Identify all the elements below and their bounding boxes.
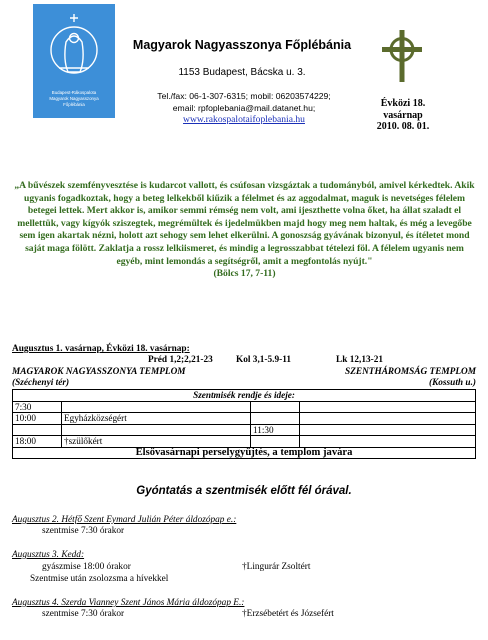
logo-text-line: Budapest-Rákospalota	[51, 90, 97, 95]
quote-text: „A bűvészek szemfényvesztése is kudarcot vallott, és csúfosan vizsgáztak a tudományból, amivel kérkedtek. Akik ugyanis fogadkoztak, hogy a beteg lelkekből kiűzik a félelmet és az aggodalmat, maguk is nevetséges félelem betegei lettek. Mert akkor is, amikor semmi rémség nem volt, ami ijeszthette volna őket, ha állat szaladt el mellettük, vagy kígyók sziszegtek, megrémültek és ijedelmükben majd hogy meg nem haltak, és még a levegőbe sem igen akartak nézni, holott azt sehogy sem lehet elkerülni. A gonoszság gyávának bizonyul, és ítéletet mond saját maga fölött. Zaklatja a rossz lelkiismeret, és mindig a legrosszabbat tételezi föl. A félelem ugyanis nem egyéb, mint lemondás a segítségről, amit a megfontolás nyújt."	[14, 180, 475, 267]
table-row	[13, 413, 476, 425]
church-sub-row	[12, 378, 476, 388]
church-left: MAGYAROK NAGYASSZONYA TEMPLOM	[12, 367, 186, 377]
schedule-title: Szentmisék rendje és ideje:	[13, 390, 476, 402]
day-heading: Augusztus 4. Szerda Vianney Szent János Mária áldozópap E.:	[12, 598, 245, 608]
mass-intent	[300, 436, 476, 448]
parish-address: 1153 Budapest, Bácska u. 3.	[178, 67, 306, 78]
mass-intent: †szülőkért	[62, 436, 251, 448]
website-link[interactable]: www.rakospalotaifoplebania.hu	[183, 114, 305, 125]
mass-schedule-table	[12, 389, 476, 459]
reading-ref: 1,2;2,21-23	[169, 355, 213, 365]
logo-text-line: Magyarok Nagyasszonya	[49, 96, 99, 101]
day-heading: Augusztus 2. Hétfő Szent Eymard Julián Péter áldozópap e.:	[12, 515, 237, 525]
reading-book: Kol	[236, 355, 251, 365]
parish-logo	[33, 4, 115, 118]
cross-icon	[380, 30, 424, 82]
day-line-text: gyászmise 18:00 órakor	[42, 562, 131, 572]
mass-intent	[62, 424, 251, 436]
sunday-date: 2010. 08. 01.	[376, 121, 430, 132]
mass-intent	[300, 401, 476, 413]
sunday-line: Évközi 18.	[380, 98, 426, 109]
reading-ref: 12,13-21	[349, 355, 384, 365]
day-line-intent: †Lingurár Zsoltért	[242, 562, 311, 572]
day-line: Szentmise után zsolozsma a hívekkel	[30, 574, 169, 584]
contact-block	[124, 90, 364, 126]
church-row	[12, 367, 476, 377]
mass-time: 18:00	[13, 436, 62, 448]
email-line: email: rpfoplebania@mail.datanet.hu;	[172, 103, 316, 113]
sunday-line: vasárnap	[383, 109, 423, 121]
mass-time	[13, 424, 62, 436]
reading-ref: 3,1-5.9-11	[252, 355, 292, 365]
mass-intent: Egyházközségért	[62, 413, 251, 425]
parish-title: Magyarok Nagyasszonya Főplébánia	[132, 38, 352, 52]
mass-intent	[300, 413, 476, 425]
confession-note: Gyóntatás a szentmisék előtt fél órával.	[136, 485, 352, 497]
reading-book: Lk	[336, 355, 348, 365]
quote-reference: (Bölcs 17, 7-11)	[213, 268, 276, 280]
table-row	[13, 424, 476, 436]
table-row	[13, 447, 476, 459]
schedule-footer: Elsővasárnapi perselygyűjtés, a templom javára	[13, 447, 476, 459]
mass-intent	[300, 424, 476, 436]
table-row	[13, 401, 476, 413]
sunday-label	[355, 98, 451, 133]
mass-time: 11:30	[251, 424, 300, 436]
church-right-sub: (Kossuth u.)	[428, 378, 476, 388]
mass-time	[251, 413, 300, 425]
logo-text-line: Főplébánia	[63, 102, 85, 107]
day-line-text: szentmise 7:30 órakor	[42, 609, 125, 619]
sunday-heading: Augusztus 1. vasárnap, Évközi 18. vasárnap:	[12, 344, 190, 354]
day-line-intent: †Erzsébetért és Józsefért	[242, 609, 334, 619]
mass-intent	[62, 401, 251, 413]
table-row	[13, 390, 476, 402]
day-line: szentmise 7:30 órakor	[42, 526, 125, 536]
day-heading: Augusztus 3. Kedd:	[12, 550, 85, 560]
church-left-sub: (Széchenyi tér)	[12, 378, 70, 388]
phone-line: Tel./fax: 06-1-307-6315; mobil: 06203574229;	[157, 91, 331, 101]
mass-time: 10:00	[13, 413, 62, 425]
day-line	[42, 609, 462, 619]
table-row	[13, 436, 476, 448]
mass-time	[251, 436, 300, 448]
mass-time	[251, 401, 300, 413]
bible-quote	[12, 180, 477, 281]
reading-book: Préd	[148, 355, 168, 365]
day-line	[42, 562, 462, 572]
mass-time: 7:30	[13, 401, 62, 413]
church-right: SZENTHÁROMSÁG TEMPLOM	[345, 367, 476, 377]
